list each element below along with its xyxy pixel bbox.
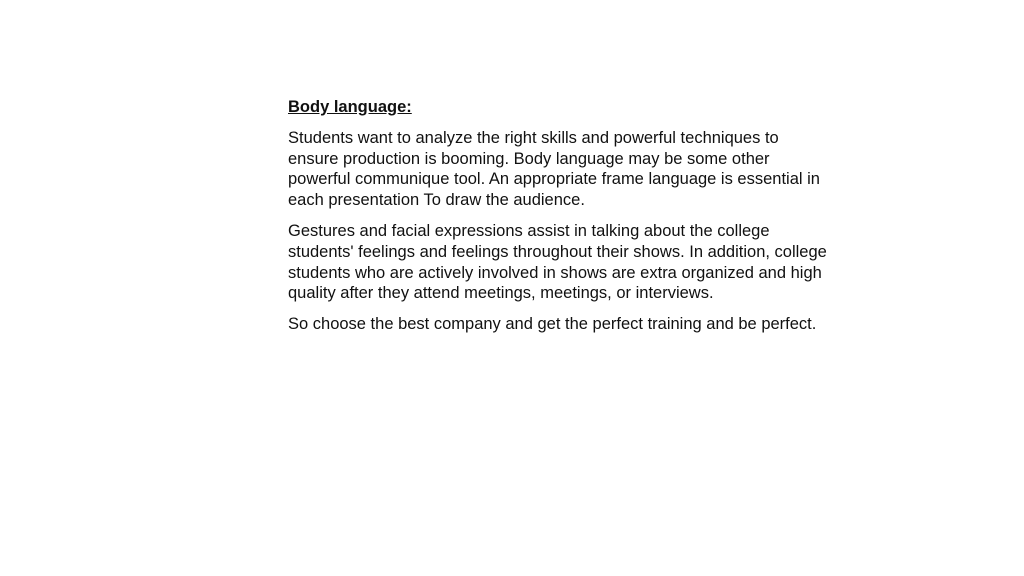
paragraph-conclusion: So choose the best company and get the perfect training and be perfect. (288, 315, 817, 334)
paragraph-students: Students want to analyze the right skills and powerful techniques to ensure production is booming. Body language may be some other powerful communique tool. An appropriate frame language is essential in each presentation To draw the audience. (288, 128, 820, 210)
paragraph-gestures: Gestures and facial expressions assist in talking about the college students' feelings and feelings throughout their shows. In addition, college students who are actively involved in shows are extra organized and high quality after they attend meetings, meetings, or interviews. (288, 221, 827, 303)
slide-text-block (288, 97, 828, 345)
slide-heading: Body language: (288, 98, 412, 116)
